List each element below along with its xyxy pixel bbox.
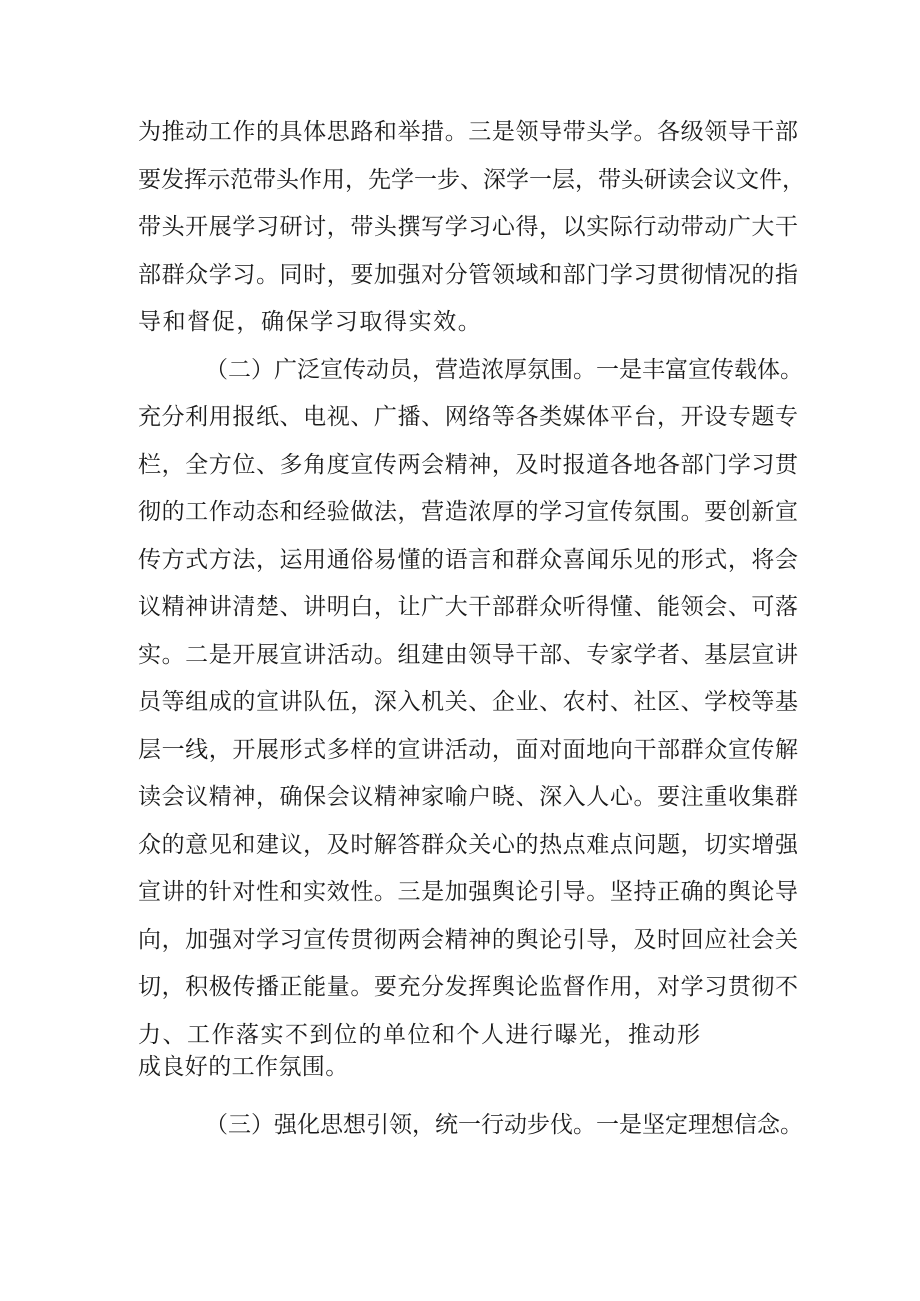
paragraph-line-15: 读会议精神，确保会议精神家喻户晓、深入人心。要注重收集群 <box>138 784 798 810</box>
paragraph-line-4: 部群众学习。同时，要加强对分管领域和部门学习贯彻情况的指 <box>138 262 798 288</box>
section-heading-3: （三）强化思想引领，统一行动步伐。一是坚定理想信念。 <box>205 1112 803 1138</box>
paragraph-line-2: 要发挥示范带头作用，先学一步、深学一层，带头研读会议文件， <box>138 167 805 193</box>
paragraph-line-1: 为推动工作的具体思路和举措。三是领导带头学。各级领导干部 <box>138 119 798 145</box>
paragraph-line-7: 充分利用报纸、电视、广播、网络等各类媒体平台，开设专题专 <box>138 404 798 430</box>
paragraph-line-18: 向，加强对学习宣传贯彻两会精神的舆论引导，及时回应社会关 <box>138 927 798 953</box>
paragraph-line-12: 实。二是开展宣讲活动。组建由领导干部、专家学者、基层宣讲 <box>138 642 798 668</box>
section-heading-2: （二）广泛宣传动员，营造浓厚氛围。一是丰富宣传载体。 <box>205 357 803 383</box>
paragraph-line-13: 员等组成的宣讲队伍，深入机关、企业、农村、社区、学校等基 <box>138 689 798 715</box>
paragraph-line-20: 力、工作落实不到位的单位和个人进行曝光，推动形 <box>138 1022 702 1048</box>
paragraph-line-11: 议精神讲清楚、讲明白，让广大干部群众听得懂、能领会、可落 <box>138 594 798 620</box>
paragraph-line-9: 彻的工作动态和经验做法，营造浓厚的学习宣传氛围。要创新宣 <box>138 499 798 525</box>
paragraph-line-8: 栏，全方位、多角度宣传两会精神，及时报道各地各部门学习贯 <box>138 452 798 478</box>
paragraph-line-17: 宣讲的针对性和实效性。三是加强舆论引导。坚持正确的舆论导 <box>138 879 798 905</box>
paragraph-line-10: 传方式方法，运用通俗易懂的语言和群众喜闻乐见的形式，将会 <box>138 547 798 573</box>
paragraph-line-21: 成良好的工作氛围。 <box>138 1054 349 1080</box>
paragraph-line-19: 切，积极传播正能量。要充分发挥舆论监督作用，对学习贯彻不 <box>138 974 798 1000</box>
paragraph-line-3: 带头开展学习研讨，带头撰写学习心得，以实际行动带动广大干 <box>138 214 798 240</box>
paragraph-line-5: 导和督促，确保学习取得实效。 <box>138 309 483 335</box>
paragraph-line-14: 层一线，开展形式多样的宣讲活动，面对面地向干部群众宣传解 <box>138 737 798 763</box>
paragraph-line-16: 众的意见和建议，及时解答群众关心的热点难点问题，切实增强 <box>138 832 798 858</box>
